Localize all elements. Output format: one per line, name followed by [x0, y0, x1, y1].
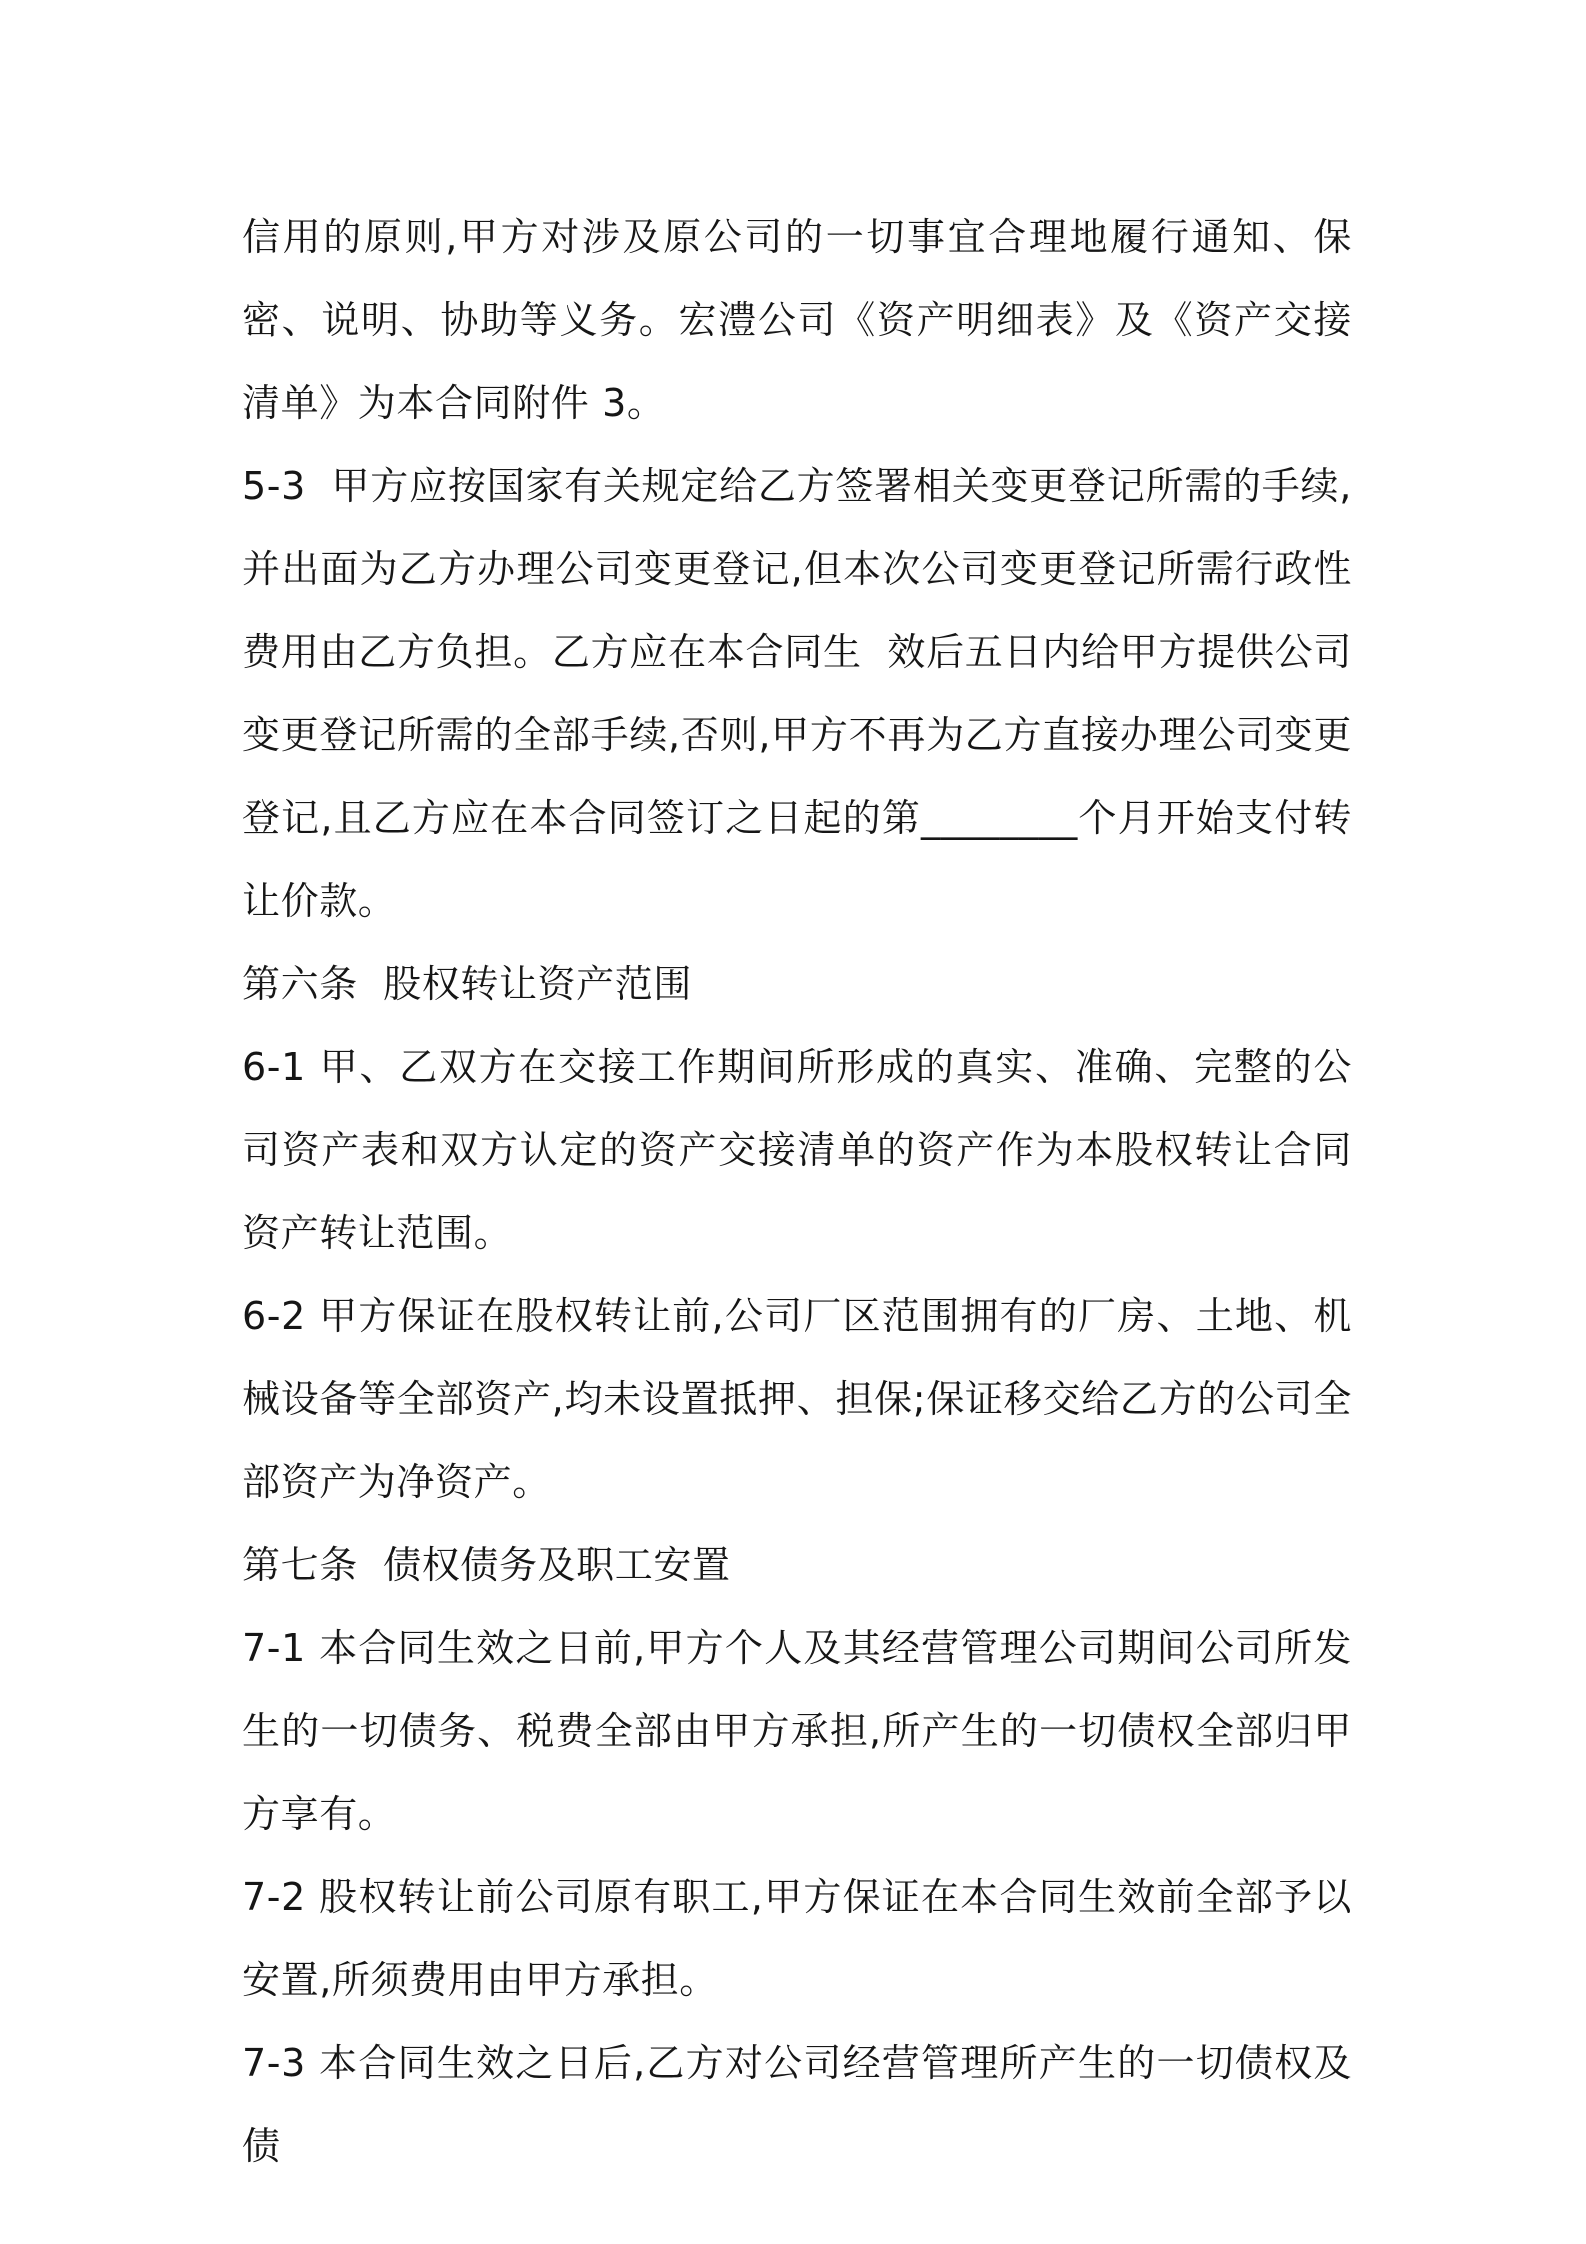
heading-article-6: 第六条 股权转让资产范围	[242, 962, 692, 1006]
document-body	[242, 196, 1352, 2188]
paragraph-clause-6-2: 6-2 甲方保证在股权转让前,公司厂区范围拥有的厂房、土地、机械设备等全部资产,均未设置抵押、担保;保证移交给乙方的公司全部资产为净资产。	[242, 1294, 1352, 1504]
paragraph-clause-7-3: 7-3 本合同生效之日后,乙方对公司经营管理所产生的一切债权及债	[242, 2041, 1352, 2168]
paragraph-clause-7-1: 7-1 本合同生效之日前,甲方个人及其经营管理公司期间公司所发生的一切债务、税费全部由甲方承担,所产生的一切债权全部归甲方享有。	[242, 1626, 1352, 1836]
paragraph-clause-5-3: 5-3 甲方应按国家有关规定给乙方签署相关变更登记所需的手续,并出面为乙方办理公司变更登记,但本次公司变更登记所需行政性费用由乙方负担。乙方应在本合同生 效后五日内给甲方提供公司变更登记所需的全部手续,否则,甲方不再为乙方直接办理公司变更登记,且乙方应在本合同签订之日起的第________个月开始支付转让价款。	[242, 464, 1352, 923]
paragraph-clause-6-1: 6-1 甲、乙双方在交接工作期间所形成的真实、准确、完整的公司资产表和双方认定的资产交接清单的资产作为本股权转让合同资产转让范围。	[242, 1045, 1352, 1255]
heading-article-7: 第七条 债权债务及职工安置	[242, 1543, 731, 1587]
paragraph-clause-7-2: 7-2 股权转让前公司原有职工,甲方保证在本合同生效前全部予以安置,所须费用由甲方承担。	[242, 1875, 1352, 2002]
paragraph-confidentiality-obligations: 信用的原则,甲方对涉及原公司的一切事宜合理地履行通知、保密、说明、协助等义务。宏澧公司《资产明细表》及《资产交接清单》为本合同附件 3。	[242, 215, 1352, 425]
